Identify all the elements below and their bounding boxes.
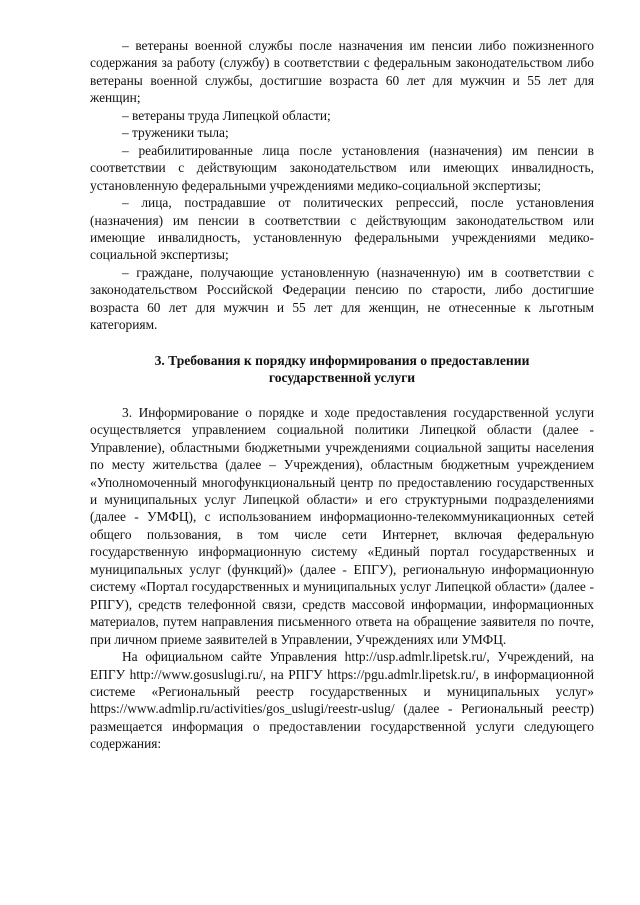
list-item-pension-citizens: – граждане, получающие установленную (назначенную) им в соответствии с законодательством Российской Федерации пенсию по старости, либо достигшие возраста 60 лет для мужчин и 55 лет для женщин, не отнесенные к льготным категориям.: [90, 264, 594, 333]
spacer: [90, 387, 594, 404]
list-item-rehabilitated-persons: – реабилитированные лица после установления (назначения) им пенсии в соответствии с действующим законодательством или имеющих инвалидность, установленную федеральными учреждениями медико-социальной экспертизы;: [90, 142, 594, 193]
list-item-labour-veterans: – ветераны труда Липецкой области;: [122, 107, 331, 123]
list-item-home-front-workers: – труженики тыла;: [122, 125, 229, 141]
spacer: [90, 334, 594, 352]
list-item-repression-victims: – лица, пострадавшие от политических репрессий, после установления (назначения) им пенсии в соответствии с действующим законодательством или имеющие инвалидность, установленную федеральными учреждениями медико-социальной экспертизы;: [90, 195, 594, 263]
section-paragraph-websites: На официальном сайте Управления http://usp.admlr.lipetsk.ru/, Учреждений, на ЕПГУ http://www.gosuslugi.ru/, на РПГУ https://pgu.admlr.lipetsk.ru/, в информационной системе «Региональный реестр государственных и муниципальных услуг» https://www.admlip.ru/activities/gos_uslugi/reestr-uslug/ (далее - Региональный реестр) размещается информация о предоставлении государственной услуги следующего содержания:: [90, 649, 594, 752]
section-heading: 3. Требования к порядку информирования о предоставлении государственной услуги: [154, 352, 530, 386]
list-item-military-veterans: – ветераны военной службы после назначения им пенсии либо пожизненного содержания за работу (службу) в соответствии с федеральным законодательством либо ветераны военной службы, достигшие возраста 60 лет для мужчин и 55 лет для женщин;: [90, 38, 594, 106]
document-page: [90, 37, 594, 753]
section-paragraph-informing: 3. Информирование о порядке и ходе предоставления государственной услуги осуществляется управлением социальной политики Липецкой области (далее - Управление), областными бюджетными учреждениями социальной защиты населения по месту жительства (далее – Учреждения), областным бюджетным учреждением «Уполномоченный многофункциональный центр по предоставлению государственных и муниципальных услуг Липецкой области» и его структурными подразделениями (далее - УМФЦ), с использованием информационно-телекоммуникационных сетей общего пользования, в том числе сети Интернет, включая федеральную государственную информационную систему «Единый портал государственных и муниципальных услуг (функций)» (далее - ЕПГУ), региональную информационную систему «Портал государственных и муниципальных услуг Липецкой области» (далее - РПГУ), средств телефонной связи, средств массовой информации, информационных материалов, путем направления письменного ответа на обращение заявителя по почте, при личном приеме заявителей в Управлении, Учреждениях или УМФЦ.: [90, 404, 594, 647]
